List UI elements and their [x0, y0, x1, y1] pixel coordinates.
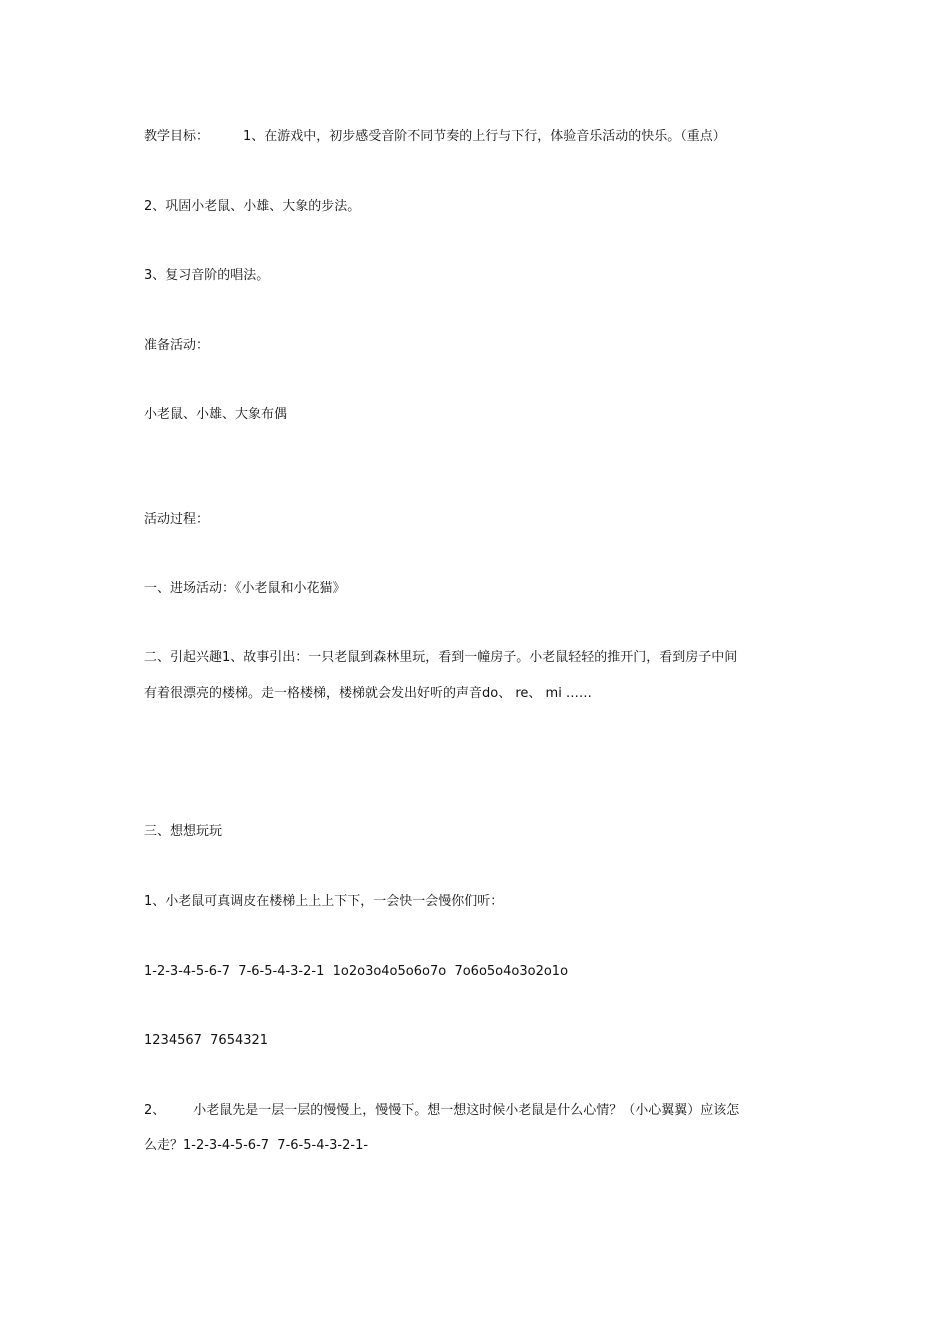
step-3-item-2-line-1 [144, 1101, 739, 1121]
objective-3: 3、复习音阶的唱法。 [144, 268, 270, 283]
objectives-label: 教学目标： [144, 129, 210, 144]
step-2-line-1: 二、引起兴趣1、故事引出：一只老鼠到森林里玩，看到一幢房子。小老鼠轻轻的推开门，看到房子中间 [144, 650, 738, 665]
objective-2: 2、巩固小老鼠、小雄、大象的步法。 [144, 199, 361, 214]
step-2-line-2: 有着很漂亮的楼梯。走一格楼梯，楼梯就会发出好听的声音do、 re、 mi …… [144, 686, 592, 701]
prep-items: 小老鼠、小雄、大象布偶 [144, 407, 288, 422]
notation-2: 1234567 7654321 [144, 1033, 269, 1048]
objective-1: 1、在游戏中，初步感受音阶不同节奏的上行与下行，体验音乐活动的快乐。（重点） [243, 129, 726, 144]
process-label: 活动过程： [144, 512, 210, 527]
prep-label: 准备活动： [144, 338, 210, 353]
objectives-row [144, 127, 726, 147]
step-3: 三、想想玩玩 [144, 824, 223, 839]
notation-1: 1-2-3-4-5-6-7 7-6-5-4-3-2-1 1o2o3o4o5o6o7o 7o6o5o4o3o2o1o [144, 964, 569, 979]
step-3-item-1: 1、小老鼠可真调皮在楼梯上上上下下，一会快一会慢你们听： [144, 894, 504, 909]
step-3-item-2-line-2: 么走？1-2-3-4-5-6-7 7-6-5-4-3-2-1- [144, 1138, 369, 1153]
step-3-item-2-text: 小老鼠先是一层一层的慢慢上，慢慢下。想一想这时候小老鼠是什么心情？（小心翼翼）应该怎 [193, 1103, 740, 1118]
step-3-item-2-number: 2、 [144, 1103, 166, 1118]
step-1: 一、进场活动：《小老鼠和小花猫》 [144, 581, 346, 596]
